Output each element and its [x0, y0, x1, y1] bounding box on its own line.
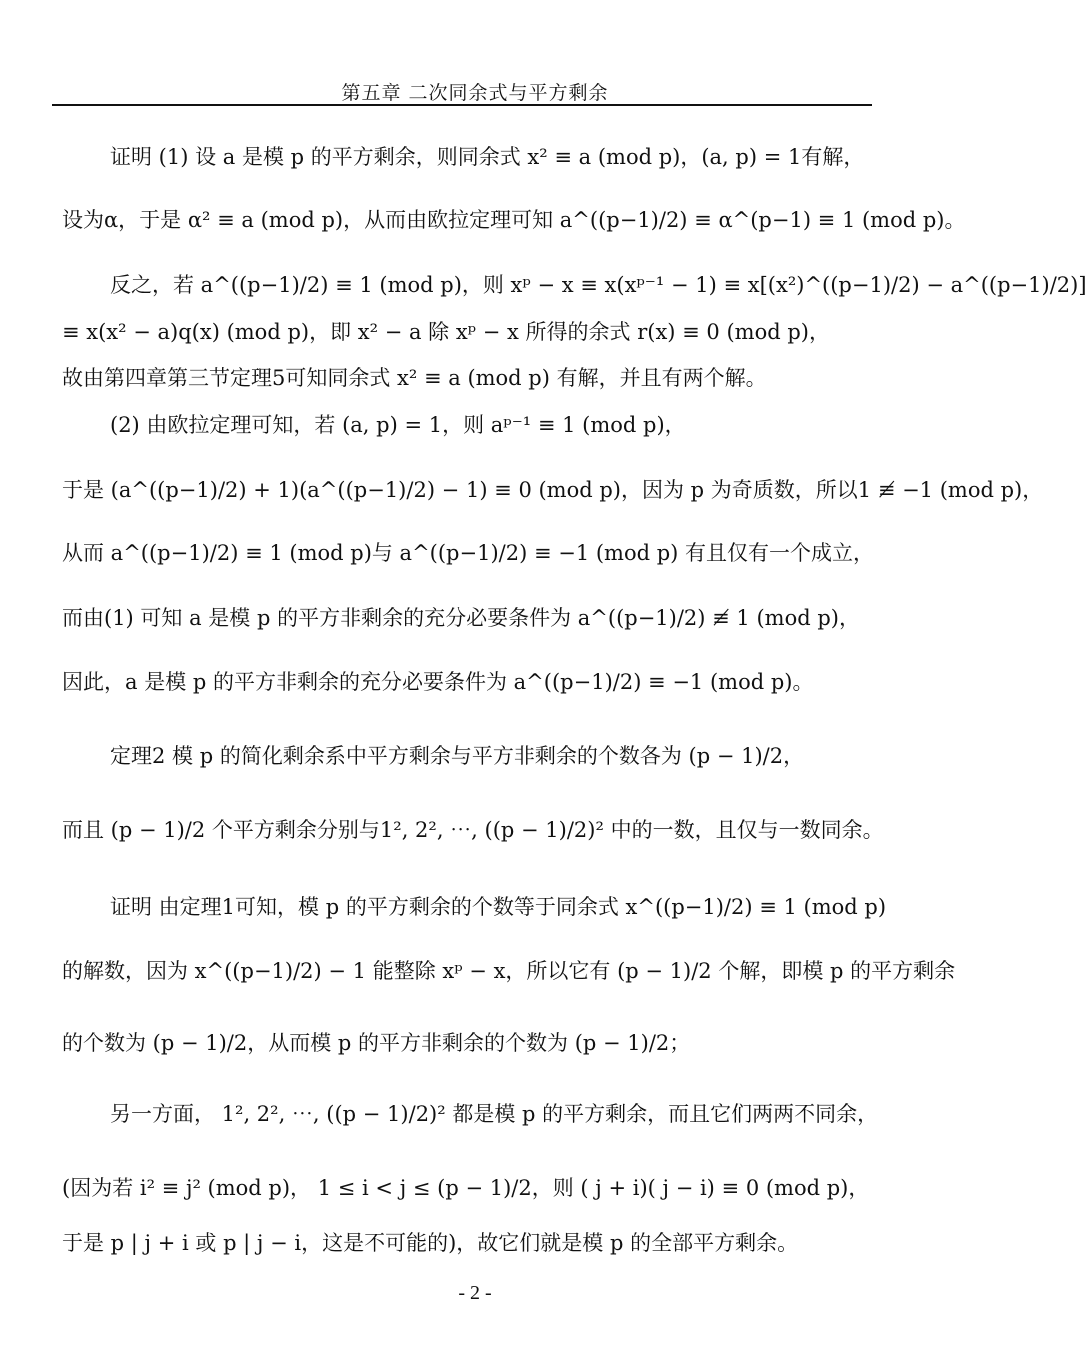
text-line: 证明 由定理1可知，模 p 的平方剩余的个数等于同余式 x^((p−1)/2) ≡ 1 (mod p) [110, 895, 887, 919]
text-line: 另一方面， 1², 2², ⋯, ((p − 1)/2)² 都是模 p 的平方剩余，而且它们两两不同余， [110, 1102, 879, 1126]
text-line: 定理2 模 p 的简化剩余系中平方剩余与平方非剩余的个数各为 (p − 1)/2， [110, 744, 805, 768]
text-line: 反之，若 a^((p−1)/2) ≡ 1 (mod p)，则 xᵖ − x ≡ x(xᵖ⁻¹ − 1) ≡ x[(x²)^((p−1)/2) − a^((p−1)/2)] [110, 273, 1087, 297]
text-line: 而由(1) 可知 a 是模 p 的平方非剩余的充分必要条件为 a^((p−1)/2) ≢ 1 (mod p)， [62, 606, 860, 630]
page-number: - 2 - [458, 1282, 492, 1304]
text-line: 证明 (1) 设 a 是模 p 的平方剩余，则同余式 x² ≡ a (mod p)，(a, p) = 1有解， [110, 145, 865, 169]
text-line: 故由第四章第三节定理5可知同余式 x² ≡ a (mod p) 有解，并且有两个解。 [62, 366, 767, 390]
header-rule [52, 104, 872, 106]
text-line: 设为α，于是 α² ≡ a (mod p)，从而由欧拉定理可知 a^((p−1)/2) ≡ α^(p−1) ≡ 1 (mod p)。 [62, 208, 966, 232]
text-line: ≡ x(x² − a)q(x) (mod p)，即 x² − a 除 xᵖ − x 所得的余式 r(x) ≡ 0 (mod p)， [62, 320, 830, 344]
text-line: 的解数，因为 x^((p−1)/2) − 1 能整除 xᵖ − x，所以它有 (p − 1)/2 个解，即模 p 的平方剩余 [62, 959, 956, 983]
text-line: (因为若 i² ≡ j² (mod p)， 1 ≤ i < j ≤ (p − 1)/2，则 ( j + i)( j − i) ≡ 0 (mod p)， [62, 1176, 870, 1200]
text-line: 因此，a 是模 p 的平方非剩余的充分必要条件为 a^((p−1)/2) ≡ −1 (mod p)。 [62, 670, 814, 694]
text-line: 于是 p | j + i 或 p | j − i，这是不可能的)，故它们就是模 p 的全部平方剩余。 [62, 1231, 799, 1255]
text-line: (2) 由欧拉定理可知，若 (a, p) = 1，则 aᵖ⁻¹ ≡ 1 (mod p)， [110, 413, 686, 437]
page-header-title: 第五章 二次同余式与平方剩余 [341, 82, 609, 104]
text-line: 的个数为 (p − 1)/2，从而模 p 的平方非剩余的个数为 (p − 1)/2； [62, 1031, 691, 1055]
text-line: 而且 (p − 1)/2 个平方剩余分别与1², 2², ⋯, ((p − 1)/2)² 中的一数，且仅与一数同余。 [62, 818, 884, 842]
text-line: 于是 (a^((p−1)/2) + 1)(a^((p−1)/2) − 1) ≡ 0 (mod p)，因为 p 为奇质数，所以1 ≢ −1 (mod p)， [62, 478, 1044, 502]
text-line: 从而 a^((p−1)/2) ≡ 1 (mod p)与 a^((p−1)/2) ≡ −1 (mod p) 有且仅有一个成立， [62, 541, 875, 565]
